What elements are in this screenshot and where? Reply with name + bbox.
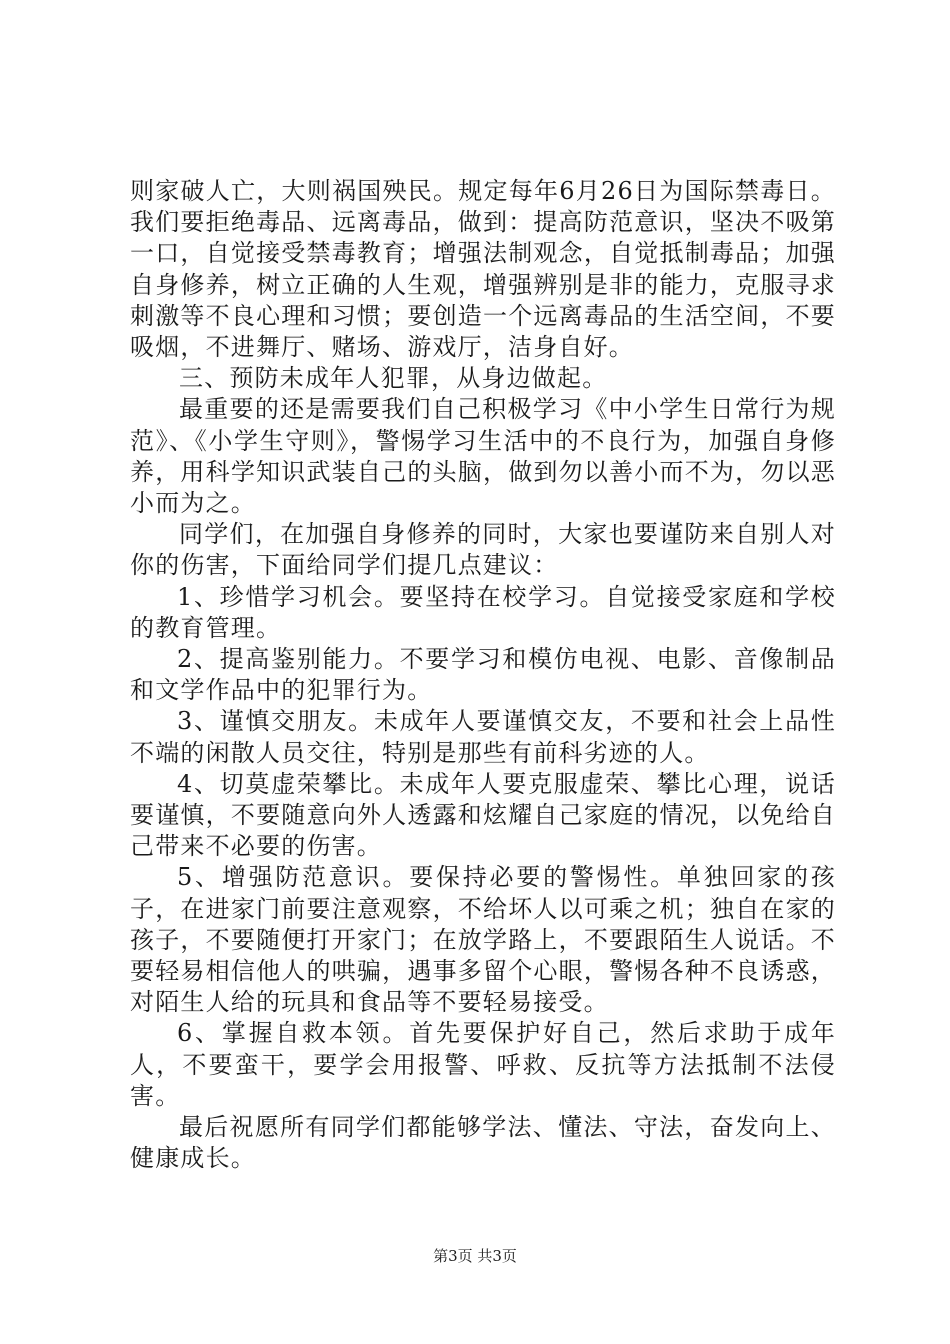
suggestion-item-4: 4、切莫虚荣攀比。未成年人要克服虚荣、攀比心理，说话要谨慎，不要随意向外人透露和炫耀自己家庭的情况，以免给自己带来不必要的伤害。 bbox=[130, 769, 836, 861]
page-number-footer: 第3页 共3页 bbox=[433, 1247, 517, 1265]
paragraph-closing-wishes: 最后祝愿所有同学们都能够学法、懂法、守法，奋发向上、健康成长。 bbox=[130, 1113, 836, 1173]
paragraph-drug-prevention: 则家破人亡，大则祸国殃民。规定每年6月26日为国际禁毒日。我们要拒绝毒品、远离毒品，做到：提高防范意识，坚决不吸第一口，自觉接受禁毒教育；增强法制观念，自觉抵制毒品；加强自身修养，树立正确的人生观，增强辨别是非的能力，克服寻求刺激等不良心理和习惯；要创造一个远离毒品的生活空间，不要吸烟，不进舞厅、赌场、游戏厅，洁身自好。 bbox=[130, 177, 836, 362]
suggestion-item-1: 1、珍惜学习机会。要坚持在校学习。自觉接受家庭和学校的教育管理。 bbox=[130, 582, 836, 642]
document-body bbox=[130, 176, 836, 1175]
suggestion-item-5: 5、增强防范意识。要保持必要的警惕性。单独回家的孩子，在进家门前要注意观察，不给坏人以可乘之机；独自在家的孩子，不要随便打开家门；在放学路上，不要跟陌生人说话。不要轻易相信他人的哄骗，遇事多留个心眼，警惕各种不良诱惑，对陌生人给的玩具和食品等不要轻易接受。 bbox=[130, 863, 836, 1017]
suggestion-item-2: 2、提高鉴别能力。不要学习和模仿电视、电影、音像制品和文学作品中的犯罪行为。 bbox=[130, 645, 836, 705]
paragraph-suggestions-intro: 同学们，在加强自身修养的同时，大家也要谨防来自别人对你的伤害，下面给同学们提几点建议： bbox=[130, 520, 836, 580]
suggestion-item-3: 3、谨慎交朋友。未成年人要谨慎交友，不要和社会上品性不端的闲散人员交往，特别是那些有前科劣迹的人。 bbox=[130, 707, 836, 767]
section-heading-three: 三、预防未成年人犯罪，从身边做起。 bbox=[179, 364, 608, 393]
paragraph-self-study: 最重要的还是需要我们自己积极学习《中小学生日常行为规范》、《小学生守则》，警惕学习生活中的不良行为，加强自身修养，用科学知识武装自己的头脑，做到勿以善小而不为，勿以恶小而为之。 bbox=[130, 395, 836, 518]
suggestion-item-6: 6、掌握自救本领。首先要保护好自己，然后求助于成年人，不要蛮干，要学会用报警、呼救、反抗等方法抵制不法侵害。 bbox=[130, 1019, 836, 1110]
